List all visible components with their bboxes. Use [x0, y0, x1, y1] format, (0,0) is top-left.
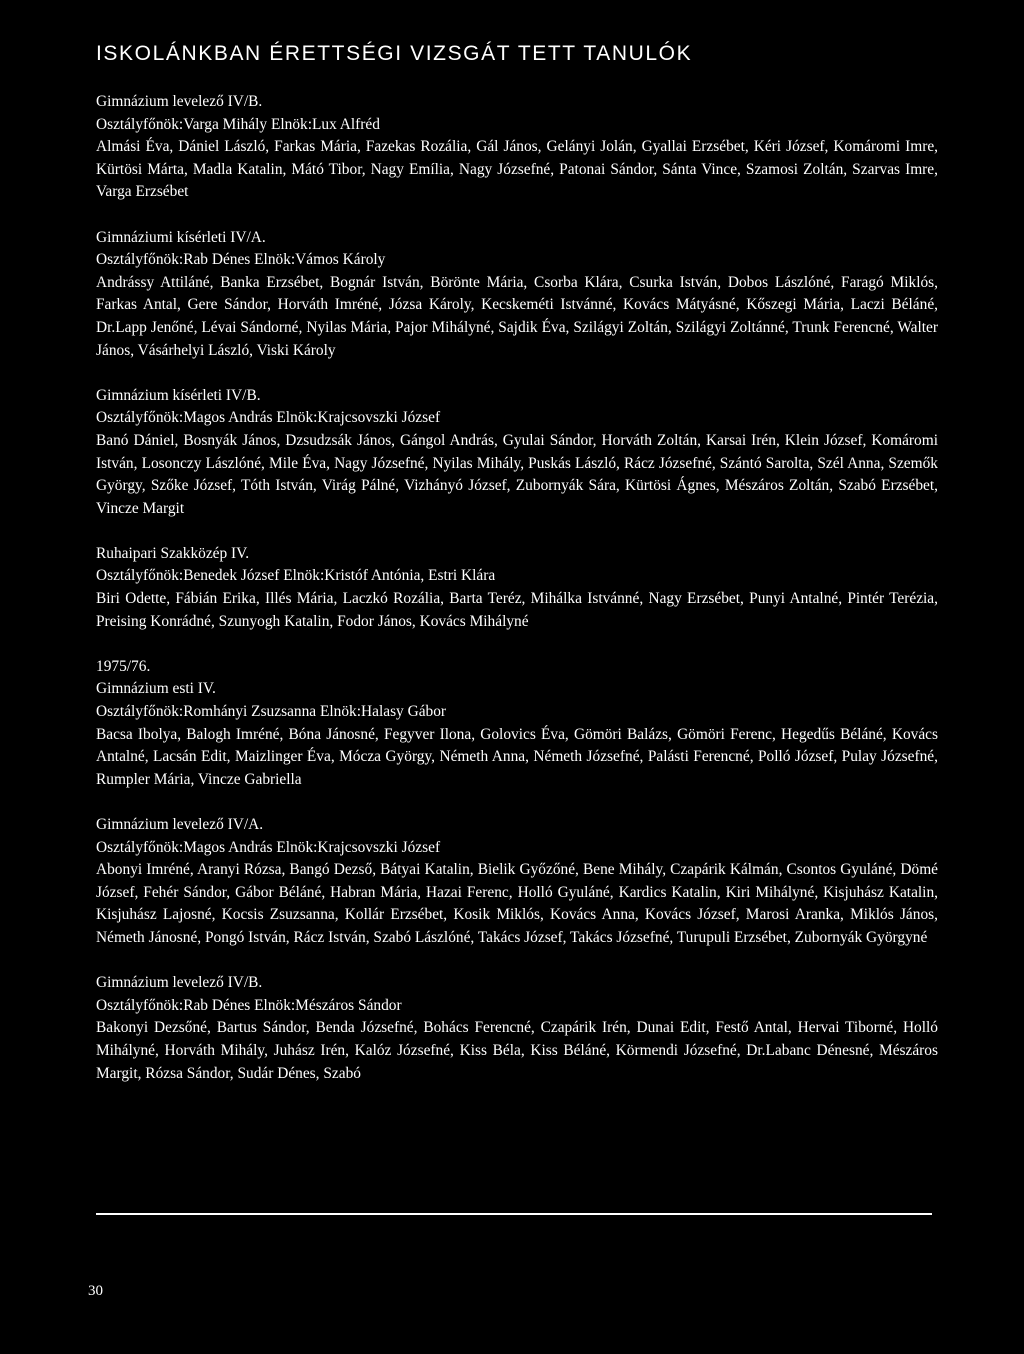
page-number: 30 [88, 1283, 103, 1299]
class-section [96, 543, 938, 633]
class-teachers: Osztályfőnök:Varga Mihály Elnök:Lux Alfréd [96, 115, 380, 133]
class-section [96, 227, 938, 363]
class-section [96, 656, 938, 792]
student-names: Biri Odette, Fábián Erika, Illés Mária, Laczkó Rozália, Barta Teréz, Mihálka Istvánné, Nagy Erzsébet, Punyi Antalné, Pintér Terézia, Preising Konrádné, Szunyogh Katalin, Fodor János, Kovács Mihályné [96, 590, 938, 630]
class-section [96, 972, 938, 1085]
class-teachers: Osztályfőnök:Magos András Elnök:Krajcsovszki József [96, 838, 441, 856]
class-section [96, 91, 938, 204]
class-name: Gimnázium esti IV. [96, 680, 216, 698]
class-name: Gimnáziumi kísérleti IV/A. [96, 228, 266, 246]
school-year: 1975/76. [96, 657, 151, 675]
footer-rule [96, 1213, 932, 1215]
class-section [96, 814, 938, 950]
class-teachers: Osztályfőnök:Magos András Elnök:Krajcsovszki József [96, 409, 441, 427]
student-names: Andrássy Attiláné, Banka Erzsébet, Bognár István, Börönte Mária, Csorba Klára, Csurka István, Dobos Lászlóné, Faragó Miklós, Farkas Antal, Gere Sándor, Horváth Imréné, Józsa Károly, Kecskeméti Istvánné, Kovács Mátyásné, Kőszegi Mária, Laczi Béláné, Dr.Lapp Jenőné, Lévai Sándorné, Nyilas Mária, Pajor Mihályné, Sajdik Éva, Szilágyi Zoltán, Szilágyi Zoltánné, Trunk Ferencné, Walter János, Vásárhelyi László, Viski Károly [96, 273, 938, 359]
page-title: ISKOLÁNKBAN ÉRETTSÉGI VIZSGÁT TETT TANULÓK [96, 42, 693, 65]
class-teachers: Osztályfőnök:Rab Dénes Elnök:Vámos Károly [96, 251, 386, 269]
class-teachers: Osztályfőnök:Romhányi Zsuzsanna Elnök:Halasy Gábor [96, 703, 447, 721]
student-names: Bacsa Ibolya, Balogh Imréné, Bóna Jánosné, Fegyver Ilona, Golovics Éva, Gömöri Balázs, Gömöri Ferenc, Hegedűs Béláné, Kovács Antalné, Lacsán Edit, Maizlinger Éva, Mócza György, Németh Anna, Németh Józsefné, Palásti Ferencné, Polló József, Pulay Józsefné, Rumpler Mária, Vincze Gabriella [96, 725, 938, 788]
class-name: Gimnázium levelező IV/B. [96, 93, 263, 110]
class-name: Gimnázium levelező IV/A. [96, 816, 264, 833]
student-names: Banó Dániel, Bosnyák János, Dzsudzsák János, Gángol András, Gyulai Sándor, Horváth Zoltán, Karsai Irén, Klein József, Komáromi István, Losonczy Lászlóné, Mile Éva, Nagy Józsefné, Nyilas Mihály, Puskás László, Rácz Józsefné, Szántó Sarolta, Szél Anna, Szemők György, Szőke József, Tóth István, Virág Pálné, Vizhányó József, Zubornyák Sára, Kürtösi Ágnes, Mészáros Zoltán, Szabó Erzsébet, Vincze Margit [96, 431, 938, 517]
class-list [96, 91, 938, 1108]
class-section [96, 385, 938, 521]
class-name: Gimnázium levelező IV/B. [96, 974, 263, 992]
student-names: Bakonyi Dezsőné, Bartus Sándor, Benda Józsefné, Bohács Ferencné, Czapárik Irén, Dunai Edit, Festő Antal, Hervai Tiborné, Holló Mihályné, Horváth Mihály, Juhász Irén, Kalóz Józsefné, Kiss Béla, Kiss Béláné, Körmendi Józsefné, Dr.Labanc Dénesné, Mészáros Margit, Rózsa Sándor, Sudár Dénes, Szabó [96, 1019, 938, 1082]
class-teachers: Osztályfőnök:Rab Dénes Elnök:Mészáros Sándor [96, 996, 402, 1014]
class-teachers: Osztályfőnök:Benedek József Elnök:Kristóf Antónia, Estri Klára [96, 567, 496, 585]
student-names: Abonyi Imréné, Aranyi Rózsa, Bangó Dezső, Bátyai Katalin, Bielik Győzőné, Bene Mihály, Czapárik Kálmán, Csontos Gyuláné, Dömé József, Fehér Sándor, Gábor Béláné, Habran Mária, Hazai Ferenc, Holló Gyuláné, Kardics Katalin, Kiri Mihályné, Kisjuhász Katalin, Kisjuhász Lajosné, Kocsis Zsuzsanna, Kollár Erzsébet, Kosik Miklós, Kovács Anna, Kovács József, Marosi Aranka, Miklós János, Németh Jánosné, Pongó István, Rácz István, Szabó Lászlóné, Takács József, Takács Józsefné, Turupuli Erzsébet, Zubornyák Györgyné [96, 861, 938, 946]
class-name: Gimnázium kísérleti IV/B. [96, 386, 261, 404]
student-names: Almási Éva, Dániel László, Farkas Mária, Fazekas Rozália, Gál János, Gelányi Jolán, Gyallai Erzsébet, Kéri József, Komáromi Imre, Kürtösi Márta, Madla Katalin, Mátó Tibor, Nagy Emília, Nagy Józsefné, Patonai Sándor, Sánta Vince, Szamosi Zoltán, Szarvas Imre, Varga Erzsébet [96, 138, 938, 201]
class-name: Ruhaipari Szakközép IV. [96, 544, 250, 562]
